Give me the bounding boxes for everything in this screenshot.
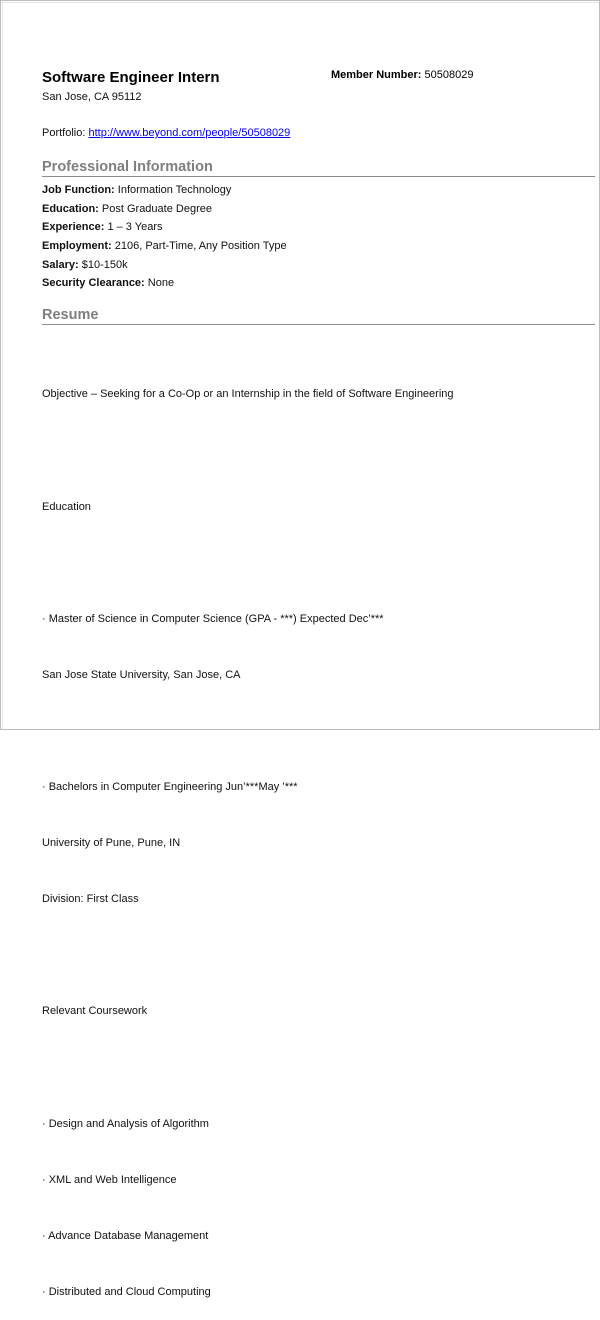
- resume-line: San Jose State University, San Jose, CA: [42, 668, 241, 681]
- professional-info-heading: Professional Information: [42, 159, 595, 177]
- field-education: [42, 200, 287, 219]
- resume-body: [42, 348, 454, 1320]
- field-employment: [42, 237, 287, 256]
- resume-line: Objective – Seeking for a Co-Op or an Internship in the field of Software Engineering: [42, 388, 454, 401]
- field-value: 1 – 3 Years: [107, 221, 163, 234]
- resume-line: [42, 946, 454, 965]
- field-label: Education:: [42, 202, 99, 215]
- job-title: Software Engineer Intern: [42, 69, 220, 86]
- resume-line: · Master of Science in Computer Science (GPA - ***) Expected Dec’***: [42, 612, 384, 625]
- field-label: Experience:: [42, 221, 105, 234]
- field-label: Security Clearance:: [42, 277, 145, 290]
- portfolio: [42, 127, 290, 139]
- field-value: Post Graduate Degree: [101, 202, 212, 215]
- field-label: Salary:: [42, 258, 79, 271]
- resume-line: Education: [42, 500, 91, 513]
- field-value: Information Technology: [117, 184, 232, 196]
- resume-line: [42, 554, 454, 573]
- field-label: Job Function:: [42, 184, 115, 196]
- resume-line: · Distributed and Cloud Computing: [42, 1285, 211, 1298]
- resume-line: Division: First Class: [42, 893, 139, 906]
- resume-line: [42, 1059, 454, 1078]
- field-security-clearance: [42, 274, 287, 293]
- field-label: Employment:: [42, 240, 112, 253]
- resume-line: [42, 722, 454, 741]
- professional-fields: [42, 181, 287, 293]
- resume-line: · Bachelors in Computer Engineering Jun’***May ’***: [42, 781, 298, 794]
- member-number-label: Member Number:: [331, 69, 422, 81]
- field-value: None: [147, 277, 175, 290]
- resume-line: · Advance Database Management: [42, 1229, 209, 1242]
- location: San Jose, CA 95112: [42, 91, 142, 103]
- field-salary: [42, 256, 287, 275]
- resume-heading: Resume: [42, 307, 595, 325]
- resume-line: · Design and Analysis of Algorithm: [42, 1117, 209, 1130]
- portfolio-label: Portfolio:: [42, 127, 86, 139]
- member-number-value: 50508029: [424, 69, 474, 81]
- resume-line: [42, 442, 454, 461]
- field-job-function: [42, 181, 287, 200]
- portfolio-link[interactable]: http://www.beyond.com/people/50508029: [88, 127, 291, 139]
- field-experience: [42, 218, 287, 237]
- field-value: 2106, Part-Time, Any Position Type: [114, 240, 287, 253]
- resume-line: University of Pune, Pune, IN: [42, 837, 181, 850]
- resume-line: Relevant Coursework: [42, 1005, 148, 1018]
- field-value: $10-150k: [81, 258, 128, 271]
- resume-line: · XML and Web Intelligence: [42, 1173, 177, 1186]
- member-number: [331, 69, 473, 81]
